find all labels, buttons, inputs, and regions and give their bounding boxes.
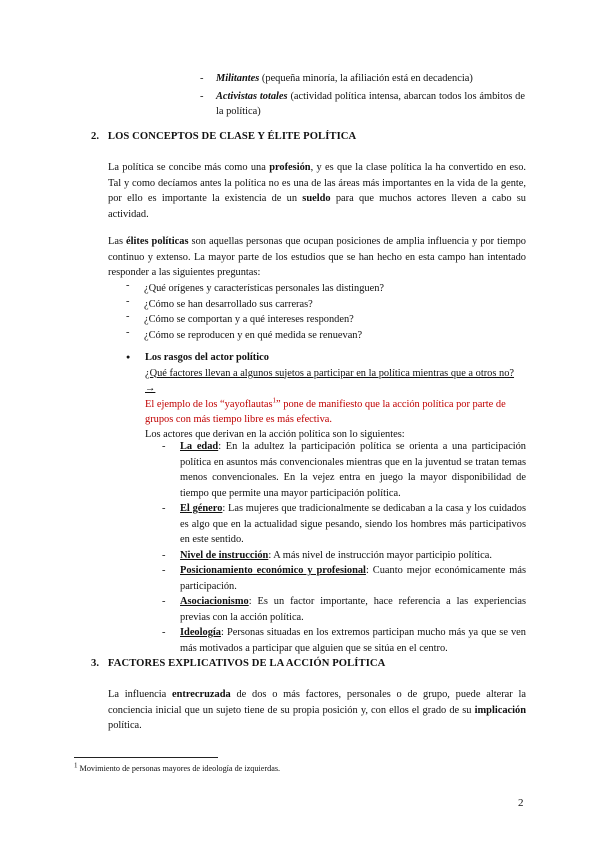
list-item: - Nivel de instrucción: A más nivel de instrucción mayor participio política. [162, 549, 492, 561]
list-item: - Militantes (pequeña minoría, la afiliación está en decadencia) [200, 73, 473, 84]
bullet-title: Los rasgos del actor político [145, 352, 269, 363]
footnote-separator [74, 757, 218, 758]
list-item: - ¿Cómo se comportan y a qué intereses responden? [126, 311, 354, 325]
paragraph: Las élites políticas son aquellas personas que ocupan posiciones de amplia influencia y por tiempo continuo y extenso. La mayor parte de los estudios que se han hecho en esta campo han intentado responder a las siguientes preguntas: [108, 236, 526, 278]
list-item: - Ideología: Personas situadas en los extremos participan mucho más ya que se ven más motivados a participar que alguien que se sitúa en el centro. [162, 627, 526, 654]
paragraph: La influencia entrecruzada de dos o más factores, personales o de grupo, puede alterar la conciencia inicial que un sujeto tiene de su propia posición y, con ellos el grado de su implicación política. [108, 689, 526, 731]
paragraph: La política se concibe más como una profesión, y es que la clase política la ha convertido en eso. Tal y como decíamos antes la política no es una de las áreas más importantes en la vida de la gente, por ello es importante la existencia de un sueldo para que muchos actores lleven a cabo su actividad. [108, 162, 527, 220]
section-title: FACTORES EXPLICATIVOS DE LA ACCIÓN POLÍTICA [107, 658, 386, 669]
bullet-section [126, 350, 526, 428]
list-item: - ¿Qué orígenes y características personales las distinguen? [126, 280, 385, 294]
section-3-heading [91, 658, 385, 669]
list-item: - Asociacionismo: Es un factor importante, hace referencia a las experiencias previas con la acción política. [162, 596, 526, 623]
footnote: $^1$ Movimiento de personas mayores de ideología de izquierdas. [74, 761, 281, 773]
list-item: - ¿Cómo se reproducen y en qué medida se renuevan? [126, 326, 363, 341]
section-number: 3. [91, 658, 100, 669]
list-item: - La edad: En la adultez la participación política se orienta a una participación política en asuntos más convencionales mientras que en la juventud se tratan temas menos convencionales. En la vejez entra en juego la mayor disponibilidad de tiempo que permite una mayor participación política. [162, 441, 526, 499]
footnote-ref: 1 [272, 396, 277, 405]
list-item: - El género: Las mujeres que tradicionalmente se dedicaban a la casa y los cuidados es algo que en la actualidad sigue pesando, siendo los hombres más participativos en este sentido. [162, 503, 526, 545]
top-list [200, 71, 525, 120]
section-number: 2. [91, 131, 100, 142]
list-item: - Posicionamiento económico y profesional: Cuanto mejor económicamente más participación. [162, 565, 526, 592]
red-note: El ejemplo de los “yayoflautas$^1$” pone de manifiesto que la acción política por parte de grupos con más tiempo libre es más efectiva. [145, 396, 506, 425]
page-number: 2 [518, 797, 524, 809]
bullet-icon: ● [126, 353, 131, 361]
list-item: - Activistas totales (actividad política intensa, abarcan todos los ámbitos de la política) [200, 90, 525, 117]
questions-list [126, 278, 526, 340]
section-2-heading [91, 131, 356, 142]
question-line: ¿Qué factores llevan a algunos sujetos a participar en la política mientras que a otros no? → [145, 367, 515, 394]
section-title: LOS CONCEPTOS DE CLASE Y ÉLITE POLÍTICA [107, 131, 357, 142]
factors-list [162, 439, 526, 656]
list-item: - ¿Cómo se han desarrollado sus carreras? [126, 295, 313, 310]
actors-intro: Los actores que derivan en la acción política son lo siguientes: [145, 429, 405, 440]
